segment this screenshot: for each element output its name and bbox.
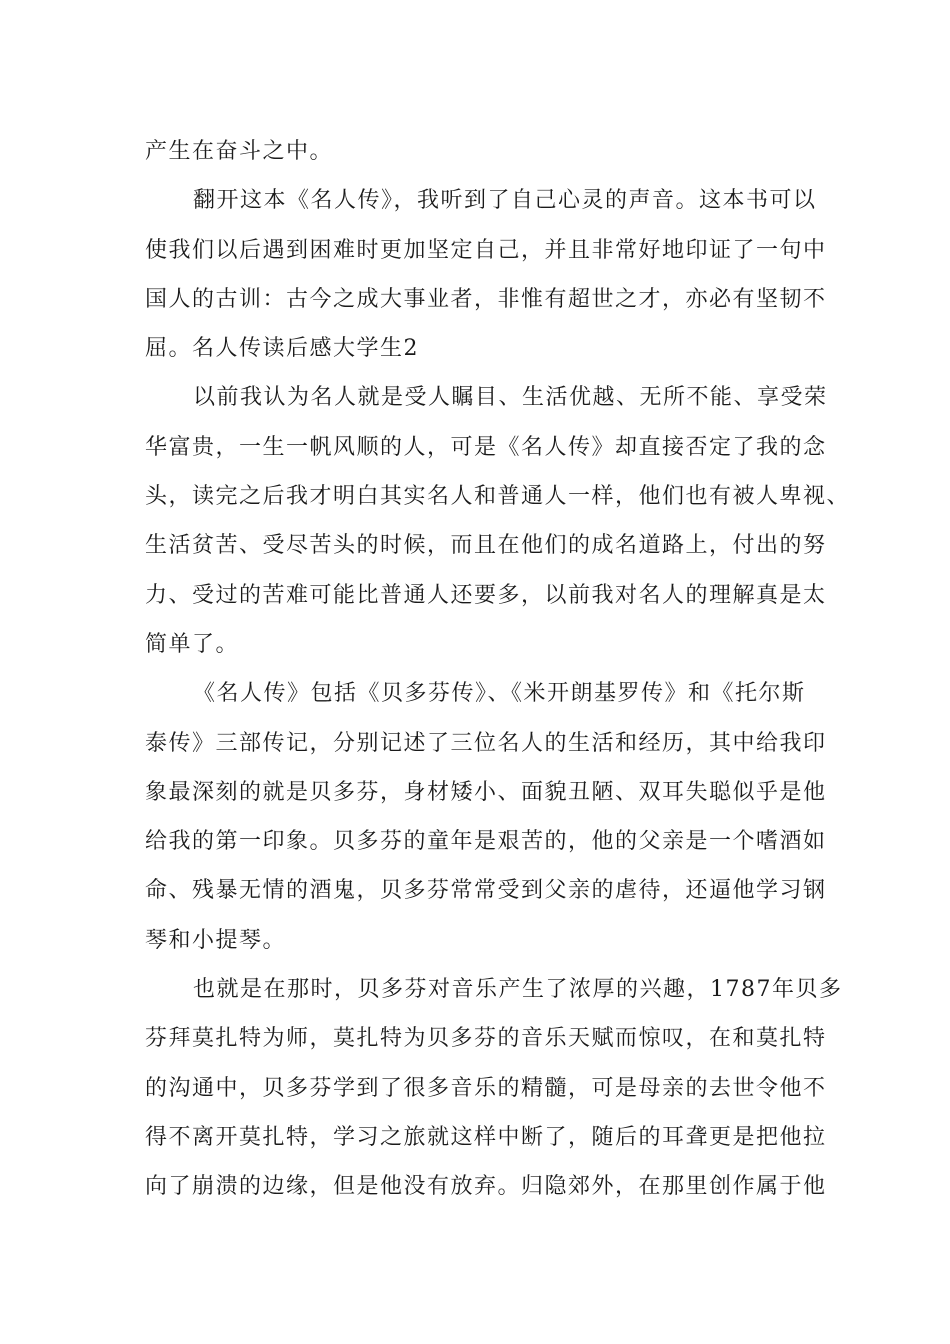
text-line: 国人的古训：古今之成大事业者，非惟有超世之才，亦必有坚韧不 <box>145 286 827 312</box>
text-line: 屈。名人传读后感大学生2 <box>145 336 419 362</box>
text-line: 力、受过的苦难可能比普通人还要多，以前我对名人的理解真是太 <box>145 582 827 608</box>
text-line: 给我的第一印象。贝多芬的童年是艰苦的，他的父亲是一个嗜酒如 <box>145 829 827 855</box>
text-line: 也就是在那时，贝多芬对音乐产生了浓厚的兴趣，1787年贝多 <box>193 977 843 1003</box>
text-line: 华富贵，一生一帆风顺的人，可是《名人传》却直接否定了我的念 <box>145 434 827 460</box>
text-line: 象最深刻的就是贝多芬，身材矮小、面貌丑陋、双耳失聪似乎是他 <box>145 779 827 805</box>
text-line: 简单了。 <box>145 631 240 657</box>
text-line: 芬拜莫扎特为师，莫扎特为贝多芬的音乐天赋而惊叹，在和莫扎特 <box>145 1026 827 1052</box>
text-line: 生活贫苦、受尽苦头的时候，而且在他们的成名道路上，付出的努 <box>145 533 827 559</box>
text-line: 的沟通中，贝多芬学到了很多音乐的精髓，可是母亲的去世令他不 <box>145 1075 827 1101</box>
text-line: 头，读完之后我才明白其实名人和普通人一样，他们也有被人卑视、 <box>145 484 851 510</box>
text-line: 泰传》三部传记，分别记述了三位名人的生活和经历，其中给我印 <box>145 730 827 756</box>
text-line: 翻开这本《名人传》，我听到了自己心灵的声音。这本书可以 <box>193 188 817 214</box>
text-line: 使我们以后遇到困难时更加坚定自己，并且非常好地印证了一句中 <box>145 237 827 263</box>
text-line: 《名人传》包括《贝多芬传》、《米开朗基罗传》和《托尔斯 <box>193 681 806 707</box>
text-line: 产生在奋斗之中。 <box>145 139 334 164</box>
text-line: 得不离开莫扎特，学习之旅就这样中断了，随后的耳聋更是把他拉 <box>145 1124 827 1150</box>
document-body <box>145 127 851 1212</box>
text-line: 命、残暴无情的酒鬼，贝多芬常常受到父亲的虐待，还逼他学习钢 <box>145 878 827 904</box>
text-line: 琴和小提琴。 <box>145 927 287 953</box>
text-line: 向了崩溃的边缘，但是他没有放弃。归隐郊外，在那里创作属于他 <box>145 1174 827 1200</box>
text-line: 以前我认为名人就是受人瞩目、生活优越、无所不能、享受荣 <box>193 385 828 411</box>
